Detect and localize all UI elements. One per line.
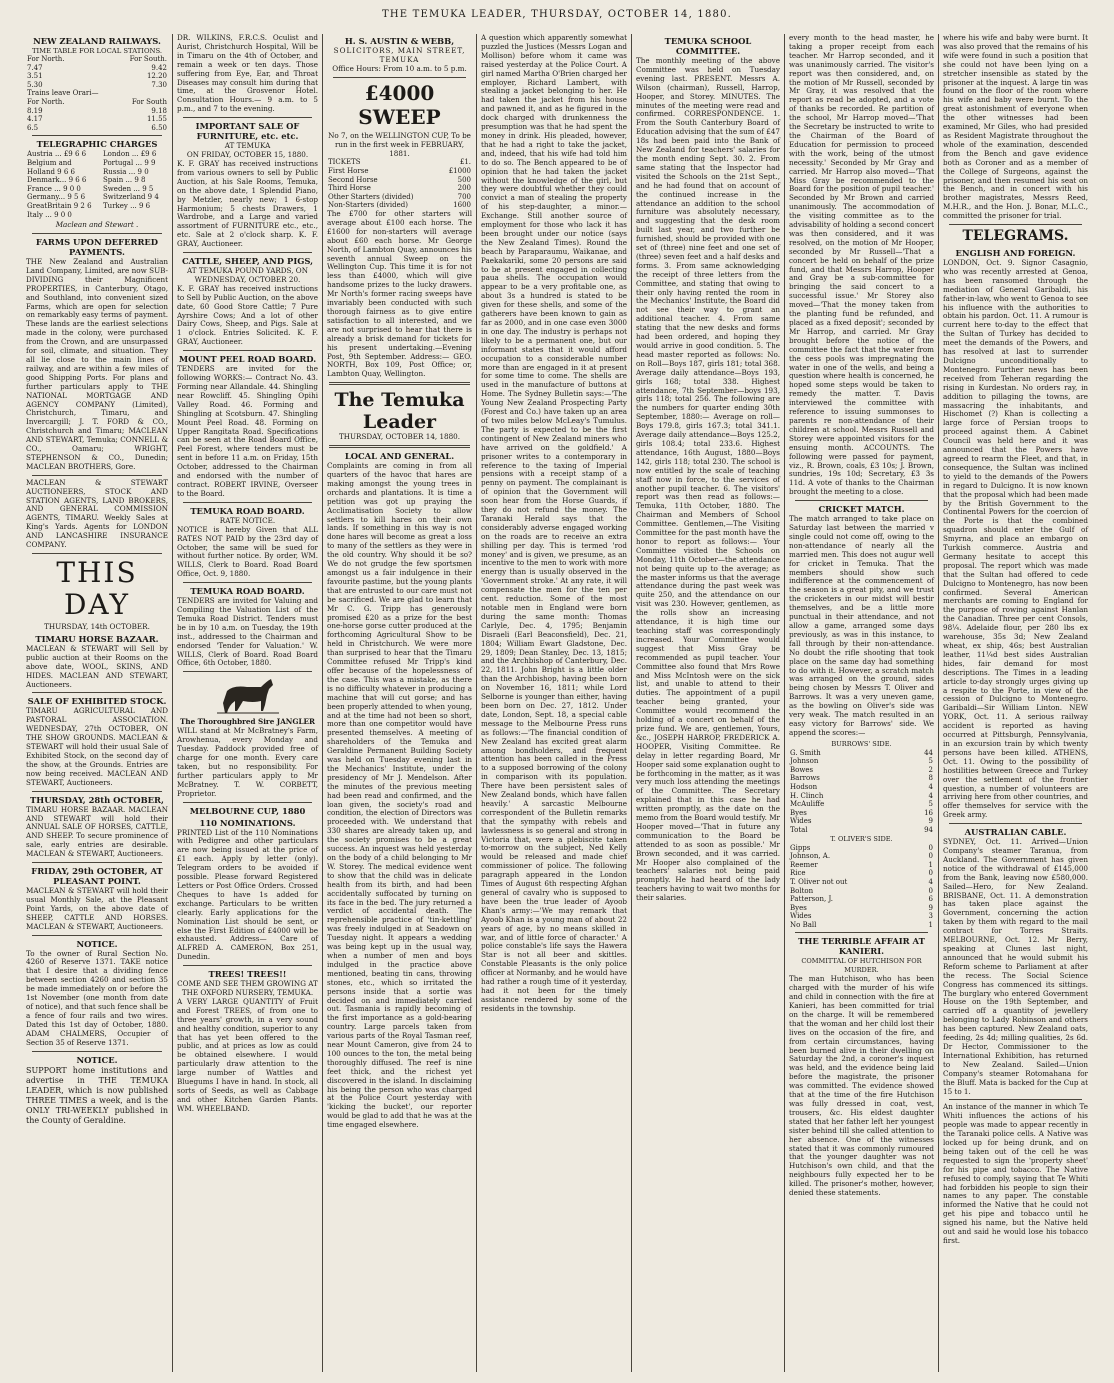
table-row: 3.51 12.20 [27,72,167,81]
table-row: Italy ... 9 0 0 [27,210,72,219]
telegrams-text: LONDON, Oct. 9. Signor Casagnio, who was recently arrested at Genoa, has been ransomed through the mediation of General Garibaldi, his father-in-law, who went to Genoa to see his influence with the authorities to obtain his pardon. Oct. 11. A rumour is current here to-day to the effect that the Sultan of Turkey has decided to meet the demands of the Powers, and has resolved at last to surrender Dulcigno unconditionally to Montenegro. Further news has been received from Teheran regarding the rising in Kurdestan. No orders ray, in addition to pillaging the towns, are massacring the inhabitants, and Hischomet (?) Khan is collecting a large force of Persian troops to proceed against them. A Cabinet Council was held here and it was announced that the Powers have agreed to rearm the Fleet, and that, in consequence, the Sultan was inclined to yield to the demands of the Powers in regard to Dulcigno. It is now known that the proposal which had been made by the British Government to the Continental Powers for the coercion of the Porte is that the combined squadron should enter the Gulf of Smyrna, and place an embargo on Turkish commerce. Austria and Germany hesitate to accept this proposal. The report which was made that the Sultan had offered to cede Dulcigno to Montenegro, has now been confirmed. Several American merchants are coming to England for the purpose of rowing against Hanlan the Canadian. Three per cent Consols, 98¼. Adelaide flour, per 280 lbs ex warehouse, 35s 3d; New Zealand wheat, ex ship, 46s; best Australian leather, 11¼d best sides Australian hides, fair demand for most descriptions. The Times in a leading article to-day strongly urges giving up a respite to the Porte, in view of the cession of Dulcigno to Montenegro. Garibaldi—Sir William Linton. NEW YORK, Oct. 11. A serious railway accident is reported as having occurred at Pittsburgh, Pennsylvania, in an excursion train by which twenty persons have been killed. ATHENS, Oct. 11. Owing to the possibility of hostilities between Greece and Turkey over the settlement of the frontier question, a number of volunteers are arriving here from other countries, and offer themselves for service with the Greek army. [943,258,1088,820]
table-row: 8.19 9.18 [27,106,167,115]
table-row: Byes 9 [790,903,933,912]
cattle-heading: CATTLE, SHEEP, AND PIGS, [181,256,314,267]
table-row: Reemer 1 [790,860,933,869]
table-row: G. Smith 44 [790,748,933,757]
local-general-text: Complaints are coming in from all quarters of the havoc that hares are making amongst the young trees in orchards and plantations. It is time a petition was got up praying the Acclimatisation Society to allow settlers to kill hares on their own lands. If something in this way is not done hares will become as great a loss to many of the settlers as they were in the old country. Why should it be so? We do not grudge the few sportsmen amongst us a fair indulgence in their favourite pastime, but the young plants that are entrusted to our care must not be sacrificed. We are glad to learn that Mr C. G. Tripp has generously promised £20 as a prize for the best one-horse gorse cutter produced at the forthcoming Agricultural Show to be held in Christchurch. We were more than surprised to hear that the Timaru Committee refused Mr Tripp's kind offer because of the hopelessness of the case. This was a mistake, as there is no difficulty whatever in producing a machine that will cut gorse; and has been properly attended to when young, and at the time had not been so short, more than one competitor would have presented themselves. A meeting of shareholders of the Temuka and Geraldine Permanent Building Society was held on Tuesday evening last in the Mechanics' Institute, under the presidency of Mr J. Mendelson. After the minutes of the previous meeting had been read and confirmed, and the loan given, the society's road and condition, the election of Directors was proceeded with. We understand that 330 shares are already taken up, and the society promises to be a great success. An inquest was held yesterday on the body of a child belonging to Mr W. Storey. The medical evidence went to show that the child was in delicate health from its birth, and had been accidentally suffocated by turning on its face in the bed. The jury returned a verdict of accidental death. The reprehensible practice of 'tin-kettling' was freely indulged in at Seadown on Tuesday night. It appears a wedding was being kept up in the usual way, when a number of men and boys indulged in the practice above mentioned, beating tin cans, throwing stones, etc., which so irritated the persons inside that a sortie was decided on and immediately carried out. Tasmania is rapidly becoming of the first importance as a gold-bearing country. Large parcels taken from various parts of the Royal Tasman reef, near Mount Cameron, give from 24 to 100 ounces to the ton, the metal being thoroughly diffused. The reef is nine feet thick, and the richest yet discovered in the island. In disclaiming his being the person who was charged at the Police Court yesterday with 'kicking the bucket', our reporter would be glad to add that he was at the time engaged elsewhere. [327,461,472,1130]
railway-heading: NEW ZEALAND RAILWAYS. [33,36,161,46]
column-4 [476,34,631,1372]
rate-notice-heading: RATE NOTICE. [219,515,276,525]
barrows-side-heading: BURROWS' SIDE. [831,739,892,748]
cricket-text: The match arranged to take place on Saturday last between the married v single could not come off, owing to the non-attendance of nearly all the married men. This does not augur well for cricket in Temuka. That the members should show such indifference at the commencement of the season is a great pity, and we trust the cricketers in our midst will bestir themselves, and be a little more punctual in their attendance, and not allow a game, arranged some days previously, as was in this instance, to fall through by their non-attendance. No doubt the rifle shooting that took place on the same day had something to do with it. However, a scratch match was arranged on the ground, sides being chosen by Messrs T. Oliver and Barrows. It was a very uneven game, as the bowling on Oliver's side was very weak. The match resulted in an easy victory for Barrows' side. We append the scores:— [789,514,934,737]
english-foreign-heading: ENGLISH AND FOREIGN. [955,248,1076,259]
table-row: T. Oliver not out 4 [790,877,933,886]
table-row: Johnson 5 [790,757,933,766]
cricket-heading: CRICKET MATCH. [818,504,905,515]
notice-ad: To the owner of Rural Section No. 4260 of Reserve 1371. TAKE notice that I desire that a dividing fence between section 4260 and section 35 be made immediately on or before the 1st November (one month from date of notice), and that such fence shall be a fence of four rails and two wires. Dated this 1st day of October, 1880. ADAM CHALMERS, Occupier of Section 35 of Reserve 1371. [26,948,168,1047]
sweep-tickets [327,158,472,167]
oliver-side-heading: T. OLIVER'S SIDE. [830,834,893,843]
horse-bazaar-ad: MACLEAN & STEWART will Sell by public auction at their Rooms on the above date, WOOL, SKINS, AND HIDES. MACLEAN AND STEWART, Auctioneers. [26,643,168,689]
table-row: 7.47 9.42 [27,63,167,72]
kanieri-subheading: COMMITTAL OF HUTCHISON FOR MURDER. [801,957,922,975]
australian-cable-heading: AUSTRALIAN CABLE. [964,827,1067,838]
furniture-ad: K. F. GRAY has received instructions from various owners to sell by Public Auction, at his Sale Rooms, Temuka, on the above date, 1 Splendid Piano, by Metzler, nearly new; 1 6-stop Harmonium; 5 chests Drawers, 1 Wardrobe, and a Large and varied assortment of FURNITURE etc., etc., etc. Sale at 2 o'clock sharp. K. F. GRAY, Auctioneer. [177,158,318,249]
table-row: Rice 0 [790,869,933,878]
column-2 [172,34,322,1372]
table-row: Barrows 8 [790,774,933,783]
exhibited-stock-ad: TIMARU AGRICULTURAL AND PASTORAL ASSOCIATION. WEDNESDAY, 27th OCTOBER, ON THE SHOW GROUNDS. MACLEAN & STEWART will hold their usual Sale of Exhibited Stock, on the second day of the show, at the Grounds. Entries are now being received. MACLEAN AND STEWART, Auctioneers. [26,706,168,787]
table-row: Germany... 9 5 6 Switzerland 9 4 [27,193,159,202]
table-row: GreatBritain 9 2 6 Turkey ... 9 6 [27,201,151,210]
table-row: McAuliffe 5 [790,800,933,809]
mount-peel-ad: TENDERS are invited for the following WORKS:— Contract No. 43. Forming near Allandale. 44. Shingling near Rowcliff. 45. Shingling Opihi Valley Road. 46. Forming and Shingling at Scotsburn. 47. Shingling Mount Peel Road. 48. Forming on Upper Rangitata Road. Specifications can be seen at the Road Board Office, Peel Forest, where tenders must be sent in before 11 a.m. on Friday, 15th October, addressed to the Chairman and endorsed with the number of contract. ROBERT IRVINE, Overseer to the Board. [177,364,318,498]
melbourne-cup-ad: PRINTED List of the 110 Nominations with Pedigree and other particulars are now being issued at the price of £1 each. Apply by letter (only). Telegram orders to be avoided if possible. Please forward Registered Letters or Post Office Orders. Crossed Cheques to have 1s added for exchange. Particulars to be written clearly. Early applications for the Nomination List should be sent, or else the First Edition of £4000 will be exhausted. Address— Care of ALFRED A. CAMERON, Box 251, Dunedin. [177,827,318,962]
barrows-scores [789,749,934,835]
cattle-ad: K. F. GRAY has received instructions to Sell by Public Auction, on the above date, 60 Good Store Cattle; 7 Pure Ayrshire Cows; And a lot of other Dairy Cows, Sheep, and Pigs. Sale at 1 o'clock. Entries Solicited. K. F. GRAY, Auctioneer. [177,283,318,347]
trees-subheading: COME AND SEE THEM GROWING AT THE OXFORD NURSERY, TEMUKA. [177,979,318,998]
solicitors-heading: H. S. AUSTIN & WEBB, [344,36,455,46]
table-row: Austria ... £9 6 6 London ... £9 6 [27,150,157,159]
horse-icon [213,675,283,715]
stallion-ad: WILL stand at Mr McBratney's Farm, Arowhenua, every Monday and Tuesday. Paddock provided free of charge for one month. Every care taken, but no responsibility. For further particulars apply to Mr McBratney. T. W. CORBETT, Proprietor. [177,726,318,798]
friday-heading: FRIDAY, 29th OCTOBER, AT PLEASANT POINT. [31,866,163,887]
solicitors-subheading: SOLICITORS, MAIN STREET, TEMUKA [333,46,466,64]
furniture-date: ON FRIDAY, OCTOBER 15, 1880. [186,150,309,160]
this-day-heading: THIS DAY [56,556,138,621]
australian-cable-text: SYDNEY, Oct. 11. Arrived—Union Company's steamer Taranua, from Auckland. The Government has given notice of the withdrawal of £145,000 from the Bank, leaving now £580,000. Sailed—Hero, for New Zealand. BRISBANE, Oct. 11. A demonstration has taken place against the Government, concerning the action taken by them with regard to the mail contract for Torres Straits. MELBOURNE, Oct. 12. Mr Berry, speaking at Clunes last night, announced that he would submit his Reform scheme to Parliament at after the recess. The Social Science Congress has commenced its sittings. The burglary who entered Government House on the 19th September, and carried off a quantity of jewellery belonging to Lady Robinson and others has been captured. New Zealand oats, feeding, 2s 4d; milling qualities, 2s 6d. Dr Hector, Commissioner to the International Exhibition, has returned to New Zealand. Sailed—Union Company's steamer Rotomahana for the Bluff. Mata is backed for the Cup at 15 to 1. [943,837,1088,1096]
horse-bazaar-heading: TIMARU HORSE BAZAAR. [35,633,159,644]
oliver-scores [789,844,934,930]
sweep-heading: £4000 SWEEP [358,80,441,129]
sweep-subheading: No 7, on the WELLINGTON CUP, To be run in the first week in FEBRUARY, 1881. [328,130,471,158]
doctor-ad: DR. WILKINS, F.R.C.S. Oculist and Aurist, Christchurch Hospital, Will be in Timaru on the 4th of October, and remain a week or ten days. Those suffering from Eye, Ear, and Throat Diseases may consult him during that time, at the Grosvenor Hotel. Consultation Hours.— 9 a.m. to 5 p.m., and 7 to the evening. [177,34,318,114]
support-notice: SUPPORT home institutions and advertise in THE TEMUKA LEADER, which is now published THREE TIMES a week, and is the ONLY TRI-WEEKLY published in the County of Geraldine. [26,1065,168,1125]
melbourne-cup-heading: MELBOURNE CUP, 1880 [189,805,306,816]
table-row: Third Horse 200 [328,184,471,193]
table-row: Total 94 [790,826,933,835]
table-row: 5.30 7.30 [27,80,167,89]
table-row: Holland 9 6 6 Russia ... 9 0 [27,167,149,176]
school-committee-heading: TEMUKA SCHOOL COMMITTEE. [664,36,752,56]
table-row: Wides 9 [790,817,933,826]
this-day-date: THURSDAY, 14th OCTOBER. [44,622,150,631]
sweep-prizes [327,167,472,210]
table-row: 6.5 6.50 [27,123,167,132]
table-row: No Ball 1 [790,920,933,929]
table-row: Trains leave Orari— [27,89,99,98]
column-6 [784,34,938,1372]
table-row: Belgium and Portugal ... 9 9 [27,158,156,167]
column-5 [631,34,784,1372]
table-row: 4.17 11.55 [27,115,167,124]
table-row: Patterson, J. 6 [790,895,933,904]
trees-ad: A VERY LARGE QUANTITY of Fruit and Forest TREES, of from one to three years' growth, in a very sound and healthy condition, superior to any that has yet been offered to the public, and at prices as low as could be obtained elsewhere. I would particularly draw attention to the large number of Wattles and Bluegums I have in hand. In stock, all sorts of Seeds, as well as Cabbage and other Kitchen Garden Plants. WM. WHEELBAND. [177,996,318,1113]
table-row: For North. For South. [27,55,167,63]
school-committee-continued: every month to the head master, he taking a proper receipt from each teacher. Mr Harrop seconded, and it was unanimously carried. The visitor's report was then considered, and, on the motion of Mr Russell, seconded by Mr Gray, it was resolved that the report as read be adopted, and a vote of thanks be recorded. Re partition of the school, Mr Harrop moved—'That the Secretary be instructed to write to the Chairman of the Board of Education for permission to proceed with the work, being of the utmost necessity.' Seconded by Mr Gray and carried. Mr Harrop also moved—'That Miss Gray be recommended to the Board for the position of pupil teacher.' Seconded by Mr Brown and carried unanimously. The accommodation of the visiting committee as to the advisability of holding a second concert was then considered, and it was resolved, on the motion of Mr Hooper, seconded by Mr Russell—'That a concert be held on behalf of the prize fund, and that Messrs Harrop, Hooper and Gray be a sub-committee for bringing the said concert to a successful issue.' Mr Storey also moved—'That the money taken from the planting fund be refunded, and placed as a fixed deposit'; seconded by Mr Harrop, and carried. Mr Gray brought before the notice of the committee the fact that the water from the cess pools was impregnating the water in one of the wells, and being a question where health is concerned, he hoped some steps would be taken to remedy the matter. T. Davis interviewed the committee with reference to issuing summonses to parents re non-attendance of their children at school. Messrs Russell and Storey were appointed visitors for the ensuing month. ACCOUNTS. The following were passed for payment, viz., R. Brown, coals, £3 10s; J. Brown, sundries, 19s 10d; Secretary, £3 3s 11d. A vote of thanks to the Chairman brought the meeting to a close. [789,34,934,497]
column-7 [938,34,1092,1372]
table-row: Hodson 4 [790,783,933,792]
train-timetable [26,55,168,132]
rate-notice-ad: NOTICE is hereby Given that ALL RATES NOT PAID by the 23rd day of October, the same will be sued for without further notice. By order, WM. WILLS, Clerk to Board. Road Board Office, Oct. 9, 1880. [177,524,318,579]
table-row: France ... 9 0 0 Sweden ... 9 5 [27,184,154,193]
kanieri-heading: THE TERRIBLE AFFAIR AT KANIERI. [798,936,925,957]
columns [22,34,1092,1372]
trees-heading: TREES! TREES!! [208,969,287,980]
paper-date: THURSDAY, OCTOBER 14, 1880. [338,432,461,442]
telegrams-heading: TELEGRAMS. [962,228,1069,245]
table-row: Byes 16 [790,808,933,817]
friday-ad: MACLEAN & STEWART will hold their usual Monthly Sale, at the Pleasant Point Yards, on the above date of SHEEP, CATTLE AND HORSES. MACLEAN & STEWART, Auctioneers. [26,886,168,931]
exhibited-stock-heading: SALE OF EXHIBITED STOCK. [27,696,167,707]
table-row: Wides 3 [790,912,933,921]
firm-line: Maclean and Stewart . [55,220,139,230]
table-row: Johnson, A. 0 [790,852,933,861]
farms-ad: THE New Zealand and Australian Land Company, Limited, are now SUB-DIVIDING their Magnificent PROPERTIES, in Canterbury, Otago, and Southland, into convenient sized Farms, which are open for selection on remarkably easy terms of payment. These lands are the earliest selections made in the colony, were purchased from the Crown, and are unsurpassed for soil, climate, and situation. They all lie close to the main lines of railway, and are within a few miles of good Shipping Ports. For plans and further particulars apply to THE NATIONAL MORTGAGE AND AGENCY COMPANY (Limited), Christchurch, Timaru, and Invercargill; J. T. FORD & CO., Christchurch and Timaru; MACLEAN AND STEWART, Temuka; CONNELL & CO., Oamaru; WRIGHT, STEPHENSON & CO., Dunedin; MACLEAN BROTHERS, Gore. [26,257,168,471]
stallion-heading: The Thoroughbred Sire JANGLER [180,717,315,727]
table-row: Second Horse 500 [328,175,471,184]
kanieri-text: The man Hutchison, who has been charged with the murder of his wife and child in connection with the fire at Kanieri, has been committed for trial on the charge. It will be remembered that the woman and her child lost their lives on the occasion of the fire, and from certain circumstances, having been burned alive in their dwelling on Saturday the 2nd, a coroner's inquest was held, and the evidence being laid before the magistrate, the prisoner was committed. The evidence showed that at the time of the fire Hutchison was fully dressed in coat, vest, trousers, &c. His eldest daughter stated that her father left her youngest sister behind till she called attention to her absence. One of the witnesses stated that it was commonly rumoured that the younger daughter was not Hutchison's own child, and that the neighbours fully expected her to be killed. The prisoner's mother, however, denied these statements. [789,974,934,1198]
table-row: Bowes 2 [790,765,933,774]
te-whiti-text: An instance of the manner in which Te Whiti influences the actions of his people was made to appear recently in the Taranaki police cells. A Native was locked up for being drunk, and on being taken out of the cell he was requested to sign the 'property sheet' for his pipe and tobacco. The Native refused to comply, saying that Te Whiti had forbidden his people to sign their names to any paper. The constable informed the Native that he could not get his pipe and tobacco until he signed his name, but the Native held out and said he would lose his tobacco first. [943,1102,1088,1245]
school-committee-text: The monthly meeting of the above Committee was held on Tuesday evening last. PRESENT. Messrs A. Wilson (chairman), Russell, Harrop, Hooper, and Storey. MINUTES. The minutes of the meeting were read and confirmed. CORRESPONDENCE. 1. From the South Canterbury Board of Education advising that the sum of £47 18s had been paid into the Bank of New Zealand for teachers' salaries for the month ending Sept. 30. 2. From same stating that the Inspector had visited the Schools on the 21st Sept., and he had found that on account of the continued increase in the attendance an addition to the school furniture was absolutely necessary, and suggesting that the desk room built last year, and two further be furnished, should be provided with one set of (three) nine feet and one set of (three) seven feet and a half desks and forms. 3. From same acknowledging the receipt of three letters from the Committee, and stating that owing to their only having rented the room in the Mechanics' Institute, the Board did not see their way to grant an additional teacher. 4. From same stating that the new desks and forms had been ordered, and hoping they would arrive in good condition. 5. The head master reported as follows: No. on Roll—Boys 187, girls 181; total 368. Average daily attendance—Boys 193, girls 168; total 338. Highest attendance, 7th September—boys 193, girls 118; total 256. The following are the numbers for quarter ending 30th September, 1880:— Average on roll—Boys 179.8, girls 167.3; total 341.1. Average daily attendance—Boys 125.2, girls 108.4; total 233.6. Highest attendance, 16th August, 1880—Boys 142, girls 118; total 230. The school is now entitled by the scale of teaching staff now in force, to the services of another pupil teacher. 6. The visitors' report was then read as follows:— Temuka, 11th October, 1880. The Chairman and Members of School Committee. Gentlemen,—The Visiting Committee for the past month have the honor to report as follows:— Your Committee visited the Schools on Monday, 11th October—the attendance not being quite up to the average; as the master informs us that the average attendance during the past week was quite 250, and the attendance on our visit was 230. However, gentlemen, as the rolls show an increasing attendance, it is high time our teaching staff was correspondingly increased. Your Committee would suggest that Miss Gray be recommended as pupil teacher. Your Committee also found that Mrs Rowe and Miss McIntosh were on the sick list, and unable to attend to their duties. The appointment of a pupil teacher being granted, your Committee would recommend the holding of a concert on behalf of the prize fund. We are, gentlemen, Yours, &c., JOSEPH HARROP, FREDERICK A. HOOPER, Visiting Committee. Re delay in letter regarding Board, Mr Hooper said some explanation ought to be forthcoming in the matter, as it was very much loss attending the meetings of the Committee. The Secretary explained that in this case he had written promptly, as the date on the memo from the Board would testify. Mr Hooper moved—'That in future any communication to the Board be attended to as soon as possible.' Mr Brown seconded, and it was carried. Mr Hooper also complained of the teachers' salaries not being paid promptly. He had heard of the lady teachers having to wait two months for their salaries. [636,56,780,903]
table-row: First Horse £1000 [328,167,471,176]
horse-woodcut [177,675,318,715]
table-row: TICKETS £1. [328,158,471,167]
valuation-tender-ad: TENDERS are invited for Valuing and Compiling the Valuation List of the Temuka Road District. Tenders must be in by 10 a.m. on Tuesday, the 19th inst., addressed to the Chairman and endorsed 'Tender for Valuation.' W. WILLS, Clerk of Board. Road Board Office, 6th October, 1880. [177,596,318,668]
railway-subheading: TIME TABLE FOR LOCAL STATIONS. [31,47,163,55]
notice-heading: NOTICE. [76,938,118,949]
thursday-ad: TIMARU HORSE BAZAAR. MACLEAN AND STEWART will hold their ANNUAL SALE OF HORSES, CATTLE, AND SHEEP. To secure prominence of sale, early entries are desirable. MACLEAN & STEWART, Auctioneers. [26,804,168,859]
masthead: THE TEMUKA LEADER, THURSDAY, OCTOBER 14, 1880. [381,9,733,20]
sweep-ad: The £700 for other starters will average about £100 each horse. The £1600 for non-starters will average about £60 each horse. Mr George North, of Lambton Quay, announces his seventh annual Sweep on the Wellington Cup. This time it is for not less than £4000, which will give handsome prizes to the lucky drawers. Mr North's former racing sweeps have invariably been conducted with such thorough fairness as to give entire satisfaction to all interested, and we are not surprised to hear that there is already a brisk demand for tickets for his present undertaking.—Evening Post, 9th September. Address:— GEO. NORTH, Box 109, Post Office; or, Lambton Quay, Wellington. [327,209,472,379]
column-3 [322,34,476,1372]
furniture-location: AT TEMUKA [224,141,271,151]
auctioneers-ad: MACLEAN & STEWART AUCTIONEERS, STOCK AND STATION AGENTS, LAND BROKERS, AND GENERAL COMMISSION AGENTS, TIMARU. Weekly Sales at King's Yards. Agents for LONDON AND LANCASHIRE INSURANCE COMPANY. [26,477,168,550]
farms-heading: FARMS UPON DEFERRED PAYMENTS. [35,237,159,257]
local-general-heading: LOCAL AND GENERAL. [344,451,455,462]
table-row: Other Starters (divided) 700 [328,192,471,201]
cattle-subheading: AT TEMUKA POUND YARDS, ON WEDNESDAY, OCTOBER 20. [187,266,308,284]
thursday-heading: THURSDAY, 28th OCTOBER, [30,794,164,805]
table-row: Non-Starters (divided) 1600 [328,201,471,210]
kanieri-continued: where his wife and baby were burnt. It was also proved that the remains of his wife were found in such a position that she could not have been lying on a stretcher insensible as stated by the prisoner at the inquest. A large tin was found on the floor of the room where his wife and baby were burnt. To the great astonishment of everyone when the other witnesses had been examined, Mr Giles, who had presided as Resident Magistrate throughout the whole of the examination, descended from the Bench and gave evidence both as Coroner and as a member of the College of Surgeons, against the prisoner, and then resumed his seat on the Bench, and in concert with his brother magistrates, Messrs Reed, M.H.R., and the Hon. J. Bonar, M.L.C., committed the prisoner for trial. [943,34,1088,221]
temuka-road-heading-2: TEMUKA ROAD BOARD. [190,586,305,597]
solicitors-hours: Office Hours: From 10 a.m. to 5 p.m. [332,63,467,73]
temuka-road-heading: TEMUKA ROAD BOARD. [190,505,305,516]
table-row: For North. For South [27,97,167,106]
notice-heading-2: NOTICE. [76,1054,118,1065]
table-row: Gipps 0 [790,843,933,852]
telegraph-heading: TELEGRAPHIC CHARGES [36,139,158,150]
paper-title: The Temuka Leader [334,389,465,434]
table-row: Denmark... 9 6 6 Spain ... 9 8 [27,176,146,185]
table-row: H. Clinch 4 [790,791,933,800]
furniture-heading: IMPORTANT SALE OF FURNITURE, etc. etc. [195,121,300,142]
table-row: Bolton 0 [790,886,933,895]
nominations-heading: 110 NOMINATIONS. [199,817,296,828]
mount-peel-heading: MOUNT PEEL ROAD BOARD. [178,354,317,365]
news-text: A question which apparently somewhat puzzled the Justices (Messrs Logan and Mollison) before whom it came was raised yesterday at the Police Court. A girl named Martha O'Brien charged her employer, Richard Lambert, with stealing a jacket belonging to her. He had taken the jacket from his house and pawned it, and as he figured in the dock charged with drunkenness the presumption was that he had spent the money in drink. His pleaded, however, that he had a right to take the jacket, and, indeed, that his wife had told him to do so. The Bench appeared to be of opinion that he had taken the jacket without the knowledge of the girl, but they were doubtful whether they could convict a man of stealing the property of his step-daughter, a minor.—Exchange. Still another source of employment for those who lack it has been brought under our notice (says the New Zealand Times). Round the beach by Paraparaumu, Waikanae, and Paekakariki, some 20 persons are said to be at present engaged in collecting paua shells. The occupation would appear to be a very profitable one, as about 3s a hundred is stated to be given for these shells, and some of the gatherers have been known to gain as far as 2000, and in one case even 3000 in one day. The industry is perhaps not likely to be a permanent one, but our informant states that it would afford occupation to a considerable number more than are engaged in it at present for some time to come. The shells are used in the manufacture of buttons at Home. The Sydney Bulletin says:—'The Young New Zealand Prospecting Party (Forest and Co.) have taken up an area of two miles below McLeay's Tumulus. The party is expected to be the first contingent of New Zealand miners who have arrived on the goldfield.' A prisoner writes to a contemporary in reference to the taxing of Imperial pensions with a receipt stamp of a penny on payment. The complainant is of opinion that the Government will soon hear from the Horse Guards, if they do not refund the money. The Taranaki Herald says that the considerably adverse engaged working on the roads are to receive an extra shilling per day. This is termed 'rod money' and is given, we presume, as an incentive to the men to work with more energy than is usually observed in the 'Government stroke.' At any rate, it will compensate the men for the ten per cent. reduction. Some of the most notable men in England were born during the same month: Thomas Carlyle, Dec. 4, 1795; Benjamin Disraeli (Earl Beaconsfield), Dec. 21, 1804; William Ewart Gladstone, Dec. 29, 1809; Dean Stanley, Dec. 13, 1815; and the Archbishop of Canterbury, Dec. 22, 1811. John Bright is a little older than the Archbishop, having been born on November 16, 1811; while Lord Selborne is younger than either, having been born on Dec. 27, 1812. Under date, London, Sept. 18, a special cable message to the Melbourne Press runs as follows:—'The financial condition of New Zealand has excited great alarm among bondholders, and frequent attention has been called in the Press to a supposed borrowing of the colony in comparison with its population. There have been persistent sales of New Zealand bonds, which have fallen heavily.' A sarcastic Melbourne correspondent of the Bulletin remarks that the sympathy with rebels and lawlessness is so general and strong in Victoria that, were a plebiscite taken to-morrow on the subject, Ned Kelly would be released and made chief commissioner of police. The following paragraph appeared in the London Times of August 6th respecting Afghan general of cavalry who is supposed to have been the true leader of Ayoob Khan's army:—'We may remark that Ayoob Khan is a young man of about 22 years of age, by no means skilled in war, and of little force of character.' A police constable's life says the Hawera Star is not all beer and skittles. Constable Pleasants is the only police officer at Normanby, and he would have had rather a rough time of it yesterday, had it not been for the timely assistance rendered by some of the residents in the township. [481,34,627,1013]
column-1 [22,34,172,1372]
telegraph-table [26,150,168,219]
